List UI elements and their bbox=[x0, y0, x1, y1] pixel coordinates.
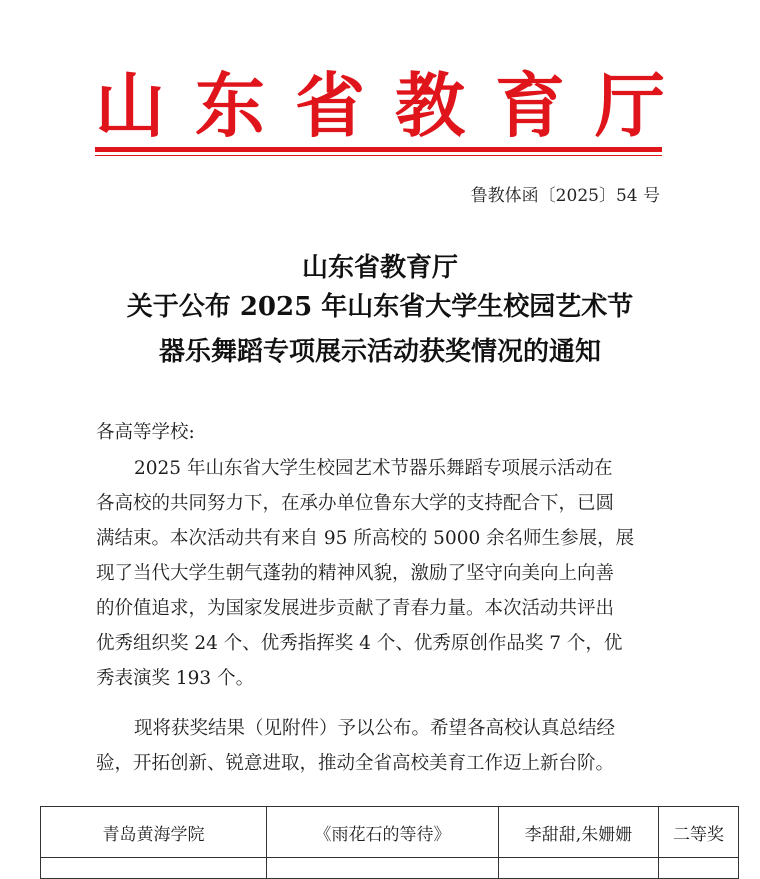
issuing-authority-header bbox=[95, 66, 665, 146]
cell-instructors: 李甜甜,朱姗姗 bbox=[499, 807, 659, 858]
cell-work-title: 《雨花石的等待》 bbox=[267, 807, 499, 858]
document-number: 鲁教体函〔2025〕54 号 bbox=[470, 186, 660, 206]
body-line: 验，开拓创新、锐意进取，推动全省高校美育工作迈上新台阶。 bbox=[96, 753, 615, 774]
header-char: 东 bbox=[195, 64, 265, 147]
body-line: 现了当代大学生朝气蓬勃的精神风貌，激励了坚守向美向上向善 bbox=[96, 563, 615, 584]
header-char: 厅 bbox=[595, 64, 665, 147]
header-divider-thick bbox=[95, 147, 662, 152]
body-line: 优秀组织奖 24 个、优秀指挥奖 4 个、优秀原创作品奖 7 个，优 bbox=[96, 633, 623, 654]
header-char: 育 bbox=[495, 64, 565, 147]
header-char: 教 bbox=[395, 64, 465, 147]
body-line: 的价值追求，为国家发展进步贡献了青春力量。本次活动共评出 bbox=[96, 598, 615, 619]
body-line: 秀表演奖 193 个。 bbox=[96, 668, 255, 689]
table-row bbox=[41, 807, 739, 858]
header-divider-thin bbox=[95, 155, 662, 156]
header-char: 山 bbox=[95, 64, 165, 147]
body-line: 各高校的共同努力下，在承办单位鲁东大学的支持配合下，已圆 bbox=[96, 493, 615, 514]
salutation: 各高等学校: bbox=[96, 422, 195, 443]
body-line: 现将获奖结果（见附件）予以公布。希望各高校认真总结经 bbox=[134, 718, 616, 739]
notice-title-line-1: 山东省教育厅 bbox=[301, 253, 458, 283]
body-line: 满结束。本次活动共有来自 95 所高校的 5000 余名师生参展，展 bbox=[96, 528, 635, 549]
notice-title-line-2: 关于公布 2025 年山东省大学生校园艺术节 bbox=[126, 292, 634, 322]
cell-school: 青岛黄海学院 bbox=[41, 807, 267, 858]
awards-table bbox=[40, 806, 738, 866]
notice-title-line-3: 器乐舞蹈专项展示活动获奖情况的通知 bbox=[158, 337, 601, 367]
body-line: 2025 年山东省大学生校园艺术节器乐舞蹈专项展示活动在 bbox=[134, 458, 613, 479]
header-char: 省 bbox=[295, 64, 365, 147]
cell-award: 二等奖 bbox=[659, 807, 739, 858]
